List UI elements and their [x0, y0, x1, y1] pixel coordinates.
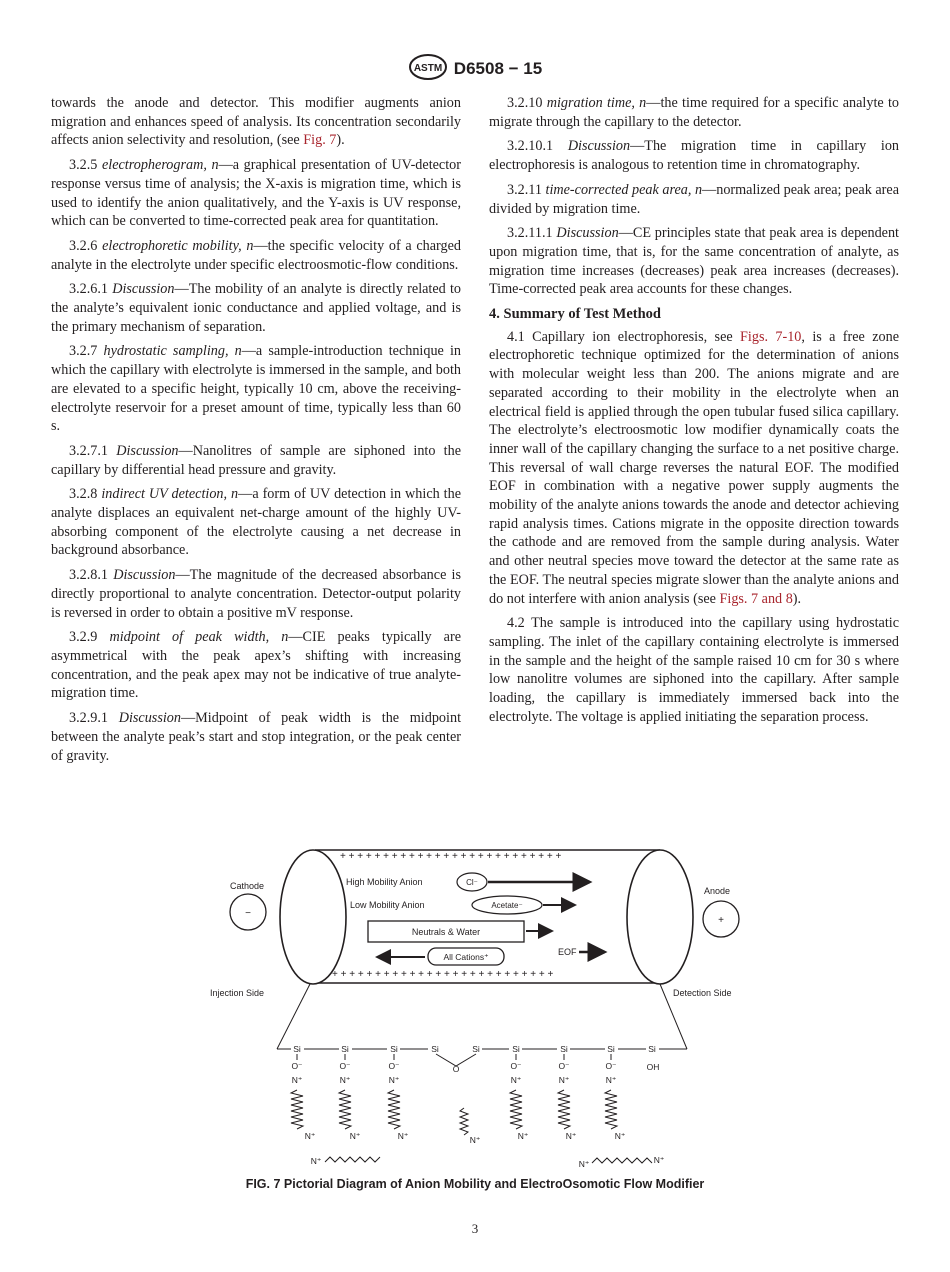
high-mobility-label: High Mobility Anion: [346, 877, 423, 887]
discussion-3-2-11-1: 3.2.11.1 Discussion—CE principles state that peak area is dependent upon migration time, that is, for the same concentration of analyte, as migration time increases (decreases) peak area increases (decreases). Time-corrected peak area accounts for these changes.: [489, 225, 899, 298]
si-atom: Si: [512, 1044, 520, 1054]
low-mobility-label: Low Mobility Anion: [350, 900, 425, 910]
zoom-line-left: [277, 984, 310, 1049]
n-plus-atom: N⁺: [339, 1075, 351, 1085]
si-atom: Si: [293, 1044, 301, 1054]
section-4-heading: 4. Summary of Test Method: [489, 306, 661, 323]
anode-sign: +: [718, 915, 724, 926]
document-designation: D6508 − 15: [453, 59, 543, 78]
o-minus-atom: O⁻: [558, 1061, 570, 1071]
eof-label: EOF: [558, 947, 577, 957]
o-minus-atom: O⁻: [291, 1061, 303, 1071]
si-atom: Si: [607, 1044, 615, 1054]
si-atom: Si: [472, 1044, 480, 1054]
n-plus-atom: N⁺: [510, 1075, 522, 1085]
detection-side-label: Detection Side: [673, 988, 732, 998]
definition-3-2-9: 3.2.9 midpoint of peak width, n—CIE peaks typically are asymmetrical with the peak apex’s shifting with increasing concentration, and the peak apex may not be indicative of true analyte-migration time.: [51, 629, 461, 702]
bridging-oxygen: O: [452, 1064, 460, 1074]
o-minus-atom: O⁻: [388, 1061, 400, 1071]
n-plus-atom: N⁺: [558, 1075, 570, 1085]
n-plus-atom: N⁺: [304, 1131, 316, 1141]
neutrals-label: Neutrals & Water: [411, 927, 481, 937]
bottom-positive-charges: + + + + + + + + + + + + + + + + + + + + + + + + + +: [332, 969, 554, 980]
n-plus-atom: N⁺: [349, 1131, 361, 1141]
n-plus-atom: N⁺: [517, 1131, 529, 1141]
top-positive-charges: + + + + + + + + + + + + + + + + + + + + + + + + + +: [340, 851, 562, 862]
figure-caption: FIG. 7 Pictorial Diagram of Anion Mobility and ElectroOsomotic Flow Modifier: [245, 1177, 705, 1191]
discussion-3-2-7-1: 3.2.7.1 Discussion—Nanolitres of sample are siphoned into the capillary by differential head pressure and gravity.: [51, 442, 462, 478]
definition-3-2-11: 3.2.11 time-corrected peak area, n—normalized peak area; peak area divided by migration time.: [489, 181, 899, 217]
n-plus-atom: N⁺: [605, 1075, 617, 1085]
n-plus-atom: N⁺: [653, 1155, 665, 1165]
fig-7-link[interactable]: Fig. 7: [303, 132, 337, 149]
modifier-chains: [291, 1090, 652, 1163]
right-column: [489, 94, 899, 733]
n-plus-atom: N⁺: [614, 1131, 626, 1141]
chloride-ion-label: Cl⁻: [466, 878, 478, 887]
cathode-sign: −: [245, 908, 251, 919]
discussion-3-2-8-1: 3.2.8.1 Discussion—The magnitude of the decreased absorbance is directly proportional to analyte concentration. Detector-output polarity is reversed in order to obtain a positive mV response.: [51, 567, 462, 621]
o-minus-atom: O⁻: [510, 1061, 522, 1071]
anode-label: Anode: [704, 886, 731, 896]
figs-7-8-link[interactable]: Figs. 7 and 8: [719, 590, 793, 607]
figure-7-diagram: [200, 840, 760, 1180]
hydroxyl-group: OH: [646, 1062, 660, 1072]
si-o-bonds: [297, 1054, 611, 1060]
definition-3-2-6: 3.2.6 electrophoretic mobility, n—the specific velocity of a charged analyte in the electrolyte under specific electroosmotic-flow conditions.: [51, 237, 461, 273]
definition-3-2-5: 3.2.5 electropherogram, n—a graphical presentation of UV-detector response versus time of analysis; the X-axis is migration time, which is used to identify the anion qualitatively, and the Y-axis is UV response, which can be converted to time-corrected peak area for quantitation.: [51, 157, 461, 230]
n-plus-atom: N⁺: [578, 1159, 590, 1169]
definition-3-2-8: 3.2.8 indirect UV detection, n—a form of UV detection in which the analyte displaces an equivalent net-charge amount of the highly UV-absorbing component of the electrolyte causing a net decrease in background absorbance.: [51, 486, 462, 559]
acetate-ion-label: Acetate⁻: [491, 901, 523, 910]
n-plus-atom: N⁺: [469, 1135, 481, 1145]
discussion-3-2-9-1: 3.2.9.1 Discussion—Midpoint of peak width is the midpoint between the analyte peak’s start and stop integration, or the peak center of gravity.: [51, 710, 462, 764]
injection-side-label: Injection Side: [210, 988, 265, 998]
n-plus-atom: N⁺: [388, 1075, 400, 1085]
n-plus-atom: N⁺: [565, 1131, 577, 1141]
astm-logo-icon: [408, 54, 448, 80]
o-minus-atom: O⁻: [339, 1061, 351, 1071]
figs-7-10-link[interactable]: Figs. 7-10: [740, 328, 802, 345]
paragraph-continuation: towards the anode and detector. This modifier augments anion migration and enhances speed of analysis. Its concentration secondarily affects anion selectivity and resolution, (see Fig. 7).: [51, 95, 461, 149]
paragraph-4-1: 4.1 Capillary ion electrophoresis, see Figs. 7-10, is a free zone electrophoretic technique optimized for the determination of anions with molecular weight less than 200. The anions migrate and are separated according to their mobility in the electrolyte when an electrical field is applied through the open tubular fused silica capillary. The electrolyte’s electroosmotic low modifier dynamically coats the inner wall of the capillary changing the surface to a net positive charge. This reversal of wall charge reverses the natural EOF. The modified EOF in combination with a negative power supply augments the mobility of the analyte anions towards the anode and detector achieving rapid analysis times. Cations migrate in the opposite direction towards the cathode and are removed from the sample during analysis. Water and other neutral species move toward the detector at the same rate as the EOF. The neutral species migrate slower than the analyte anions and do not interfere with anion analysis (see Figs. 7 and 8).: [489, 328, 900, 607]
si-atom: Si: [341, 1044, 349, 1054]
si-atom: Si: [560, 1044, 568, 1054]
definition-3-2-10: 3.2.10 migration time, n—the time required for a specific analyte to migrate through the capillary to the detector.: [489, 95, 899, 130]
n-plus-atom: N⁺: [291, 1075, 303, 1085]
paragraph-4-2: 4.2 The sample is introduced into the capillary using hydrostatic sampling. The inlet of the capillary containing electrolyte is immersed in the sample and the height of the sample raised 10 cm for 30 s where low nanolitre volumes are siphoned into the capillary. After sample loading, the capillary is immediately immersed back into the electrolyte. The voltage is applied initiating the separation process.: [489, 615, 899, 725]
left-column: [51, 94, 461, 771]
definition-3-2-7: 3.2.7 hydrostatic sampling, n—a sample-introduction technique in which the capillary with electrolyte is immersed in the sample, and both are elevated to a specific height, typically 10 cm, above the receiving-electrolyte reservoir for a preset amount of time, typically less than 60 s.: [51, 343, 462, 435]
astm-logo-text: ASTM: [413, 63, 442, 74]
n-plus-atom: N⁺: [310, 1156, 322, 1166]
n-plus-atom: N⁺: [397, 1131, 409, 1141]
cathode-label: Cathode: [230, 881, 265, 891]
discussion-3-2-10-1: 3.2.10.1 Discussion—The migration time in capillary ion electrophoresis is analogous to retention time in chromatography.: [489, 138, 900, 174]
si-atom: Si: [431, 1044, 439, 1054]
o-minus-atom: O⁻: [605, 1061, 617, 1071]
si-atom: Si: [390, 1044, 398, 1054]
page-header: [0, 54, 950, 80]
page-number: 3: [471, 1221, 479, 1236]
si-atom: Si: [648, 1044, 656, 1054]
cations-label: All Cations⁺: [443, 952, 489, 962]
discussion-3-2-6-1: 3.2.6.1 Discussion—The mobility of an analyte is directly related to the analyte’s equivalent ionic conductance and applied voltage, and is the primary mechanism of separation.: [51, 281, 461, 335]
